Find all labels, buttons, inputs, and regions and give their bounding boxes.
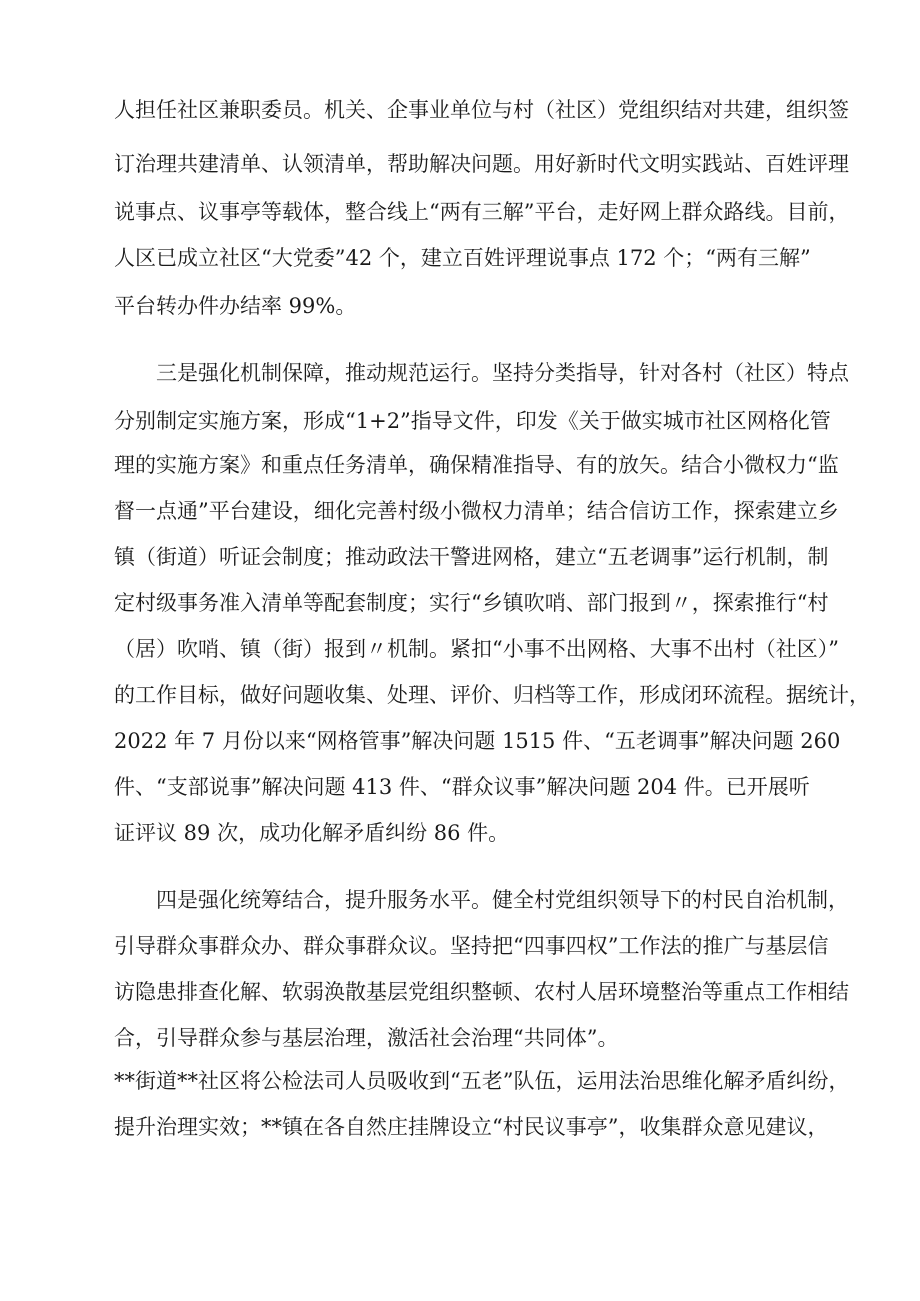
paragraph-2-line-6: 定村级事务准入清单等配套制度；实行“乡镇吹哨、部门报到〃，探索推行“村 — [114, 591, 829, 615]
paragraph-2-line-4: 督一点通”平台建设，细化完善村级小微权力清单；结合信访工作，探索建立乡 — [114, 499, 839, 523]
paragraph-1-line-4: 人区已成立社区“大党委”42 个，建立百姓评理说事点 172 个；“两有三解” — [114, 246, 811, 270]
paragraph-3-line-4: 合，引导群众参与基层治理，激活社会治理“共同体”。 — [114, 1026, 619, 1050]
paragraph-2-line-8: 的工作目标，做好问题收集、处理、评价、归档等工作，形成闭环流程。据统计， — [114, 683, 870, 707]
paragraph-3-line-2: 引导群众事群众办、群众事群众议。坚持把“四事四权”工作法的推广与基层信 — [114, 934, 829, 958]
paragraph-2-line-9: 2022 年 7 月份以来“网格管事”解决问题 1515 件、“五老调事”解决问题 260 — [114, 729, 841, 753]
paragraph-1-line-3: 说事点、议事亭等载体，整合线上“两有三解”平台，走好网上群众路线。目前， — [114, 200, 850, 224]
paragraph-2-line-10: 件、“支部说事”解决问题 413 件、“群众议事”解决问题 204 件。已开展听 — [114, 775, 810, 799]
paragraph-1-line-5: 平台转办件办结率 99%。 — [114, 294, 357, 318]
paragraph-3-line-1: 四是强化统筹结合，提升服务水平。健全村党组织领导下的村民自治机制， — [156, 888, 849, 912]
paragraph-2-line-1: 三是强化机制保障，推动规范运行。坚持分类指导，针对各村（社区）特点 — [156, 361, 849, 385]
paragraph-2-line-3: 理的实施方案》和重点任务清单，确保精准指导、有的放矢。结合小微权力“监 — [114, 453, 839, 477]
paragraph-2-line-5: 镇（街道）听证会制度；推动政法干警进网格，建立“五老调事”运行机制，制 — [114, 545, 829, 569]
paragraph-1-line-1: 人担任社区兼职委员。机关、企事业单位与村（社区）党组织结对共建，组织签 — [114, 98, 849, 122]
paragraph-3-line-3: 访隐患排查化解、软弱涣散基层党组织整顿、农村人居环境整治等重点工作相结 — [114, 980, 849, 1004]
paragraph-2-line-11: 证评议 89 次，成功化解矛盾纠纷 86 件。 — [114, 821, 510, 845]
paragraph-4-line-1: **街道**社区将公检法司人员吸收到“五老”队伍，运用法治思维化解矛盾纠纷， — [114, 1069, 850, 1093]
paragraph-1-line-2: 订治理共建清单、认领清单，帮助解决问题。用好新时代文明实践站、百姓评理 — [114, 152, 849, 176]
paragraph-2-line-2: 分别制定实施方案，形成“1+2”指导文件，印发《关于做实城市社区网格化管 — [114, 409, 831, 433]
paragraph-4-line-2: 提升治理实效；**镇在各自然庄挂牌设立“村民议事亭”，收集群众意见建议， — [114, 1115, 829, 1139]
paragraph-2-line-7: （居）吹哨、镇（街）报到〃机制。紧扣“小事不出网格、大事不出村（社区）” — [114, 637, 839, 661]
